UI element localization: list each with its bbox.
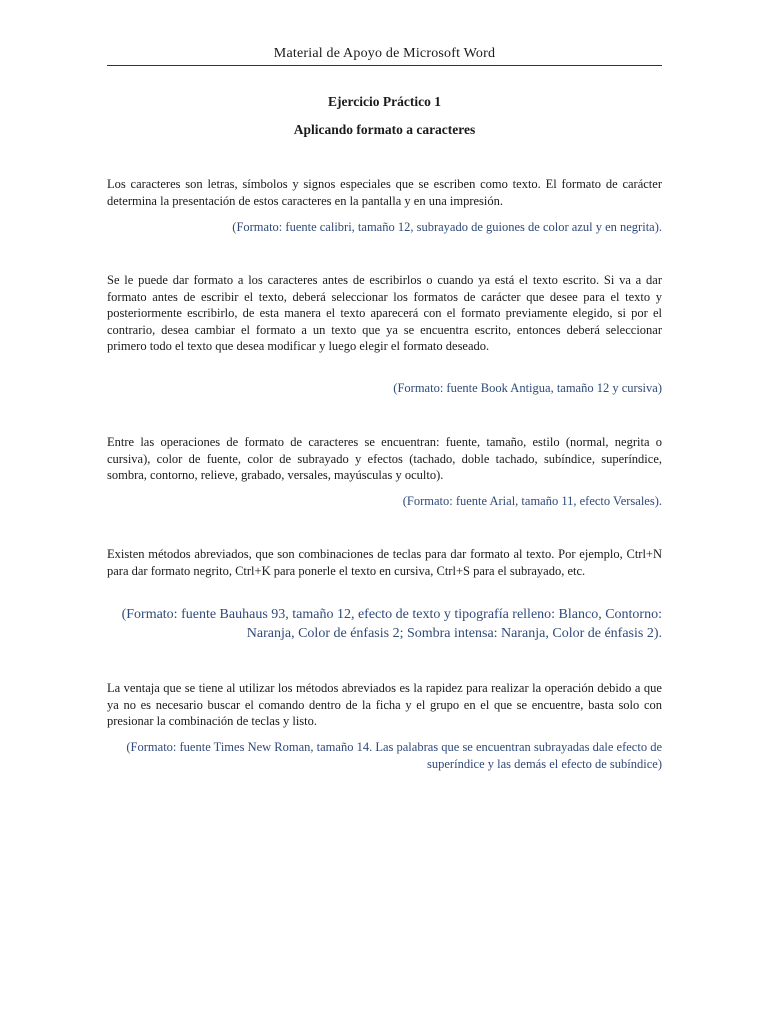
format-note-2: (Formato: fuente Book Antigua, tamaño 12 y cursiva)	[393, 381, 662, 395]
format-note-5: (Formato: fuente Times New Roman, tamaño 14. Las palabras que se encuentran subrayadas dale efecto de superíndice y las demás el efecto de subíndice)	[126, 740, 662, 771]
paragraph-3: Entre las operaciones de formato de caracteres se encuentran: fuente, tamaño, estilo (normal, negrita o cursiva), color de fuente, color de subrayado y efectos (tachado, doble tachado, subíndice, superíndice, sombra, contorno, relieve, grabado, versales, mayúsculas y oculto).	[107, 435, 662, 482]
format-note-3: (Formato: fuente Arial, tamaño 11, efecto Versales).	[402, 494, 662, 508]
paragraph-1: Los caracteres son letras, símbolos y signos especiales que se escriben como texto. El formato de carácter determina la presentación de estos caracteres en la pantalla y en una impresión.	[107, 177, 662, 208]
paragraph-4: Existen métodos abreviados, que son combinaciones de teclas para dar formato al texto. Por ejemplo, Ctrl+N para dar formato negrito, Ctrl+K para ponerle el texto en cursiva, Ctrl+S para el subrayado, etc.	[107, 547, 662, 578]
paragraph-5: La ventaja que se tiene al utilizar los métodos abreviados es la rapidez para realizar la operación debido a que ya no es necesario buscar el comando dentro de la ficha y el grupo en el que se encuentre, basta solo con presionar la combinación de teclas y listo.	[107, 681, 662, 728]
paragraph-2: Se le puede dar formato a los caracteres antes de escribirlos o cuando ya está el texto escrito. Si va a dar formato antes de escribir el texto, deberá seleccionar los formatos de carácter que desee para el texto y posteriormente escribirlo, de esta manera el texto aparecerá con el formato previamente elegido, si por el contrario, desea cambiar el formato a un texto que ya se encuentra escrito, entonces deberá seleccionar primero todo el texto que desea modificar y luego elegir el formato deseado.	[107, 273, 662, 353]
format-note-1: (Formato: fuente calibri, tamaño 12, subrayado de guiones de color azul y en negrita).	[232, 220, 662, 234]
header-divider	[107, 65, 662, 66]
page-header: Material de Apoyo de Microsoft Word	[273, 46, 496, 61]
exercise-subtitle: Aplicando formato a caracteres	[293, 122, 476, 137]
format-note-4: (Formato: fuente Bauhaus 93, tamaño 12, efecto de texto y tipografía relleno: Blanco, Contorno: Naranja, Color de énfasis 2; Sombra intensa: Naranja, Color de énfasis 2).	[121, 607, 662, 641]
exercise-title: Ejercicio Práctico 1	[328, 94, 441, 109]
